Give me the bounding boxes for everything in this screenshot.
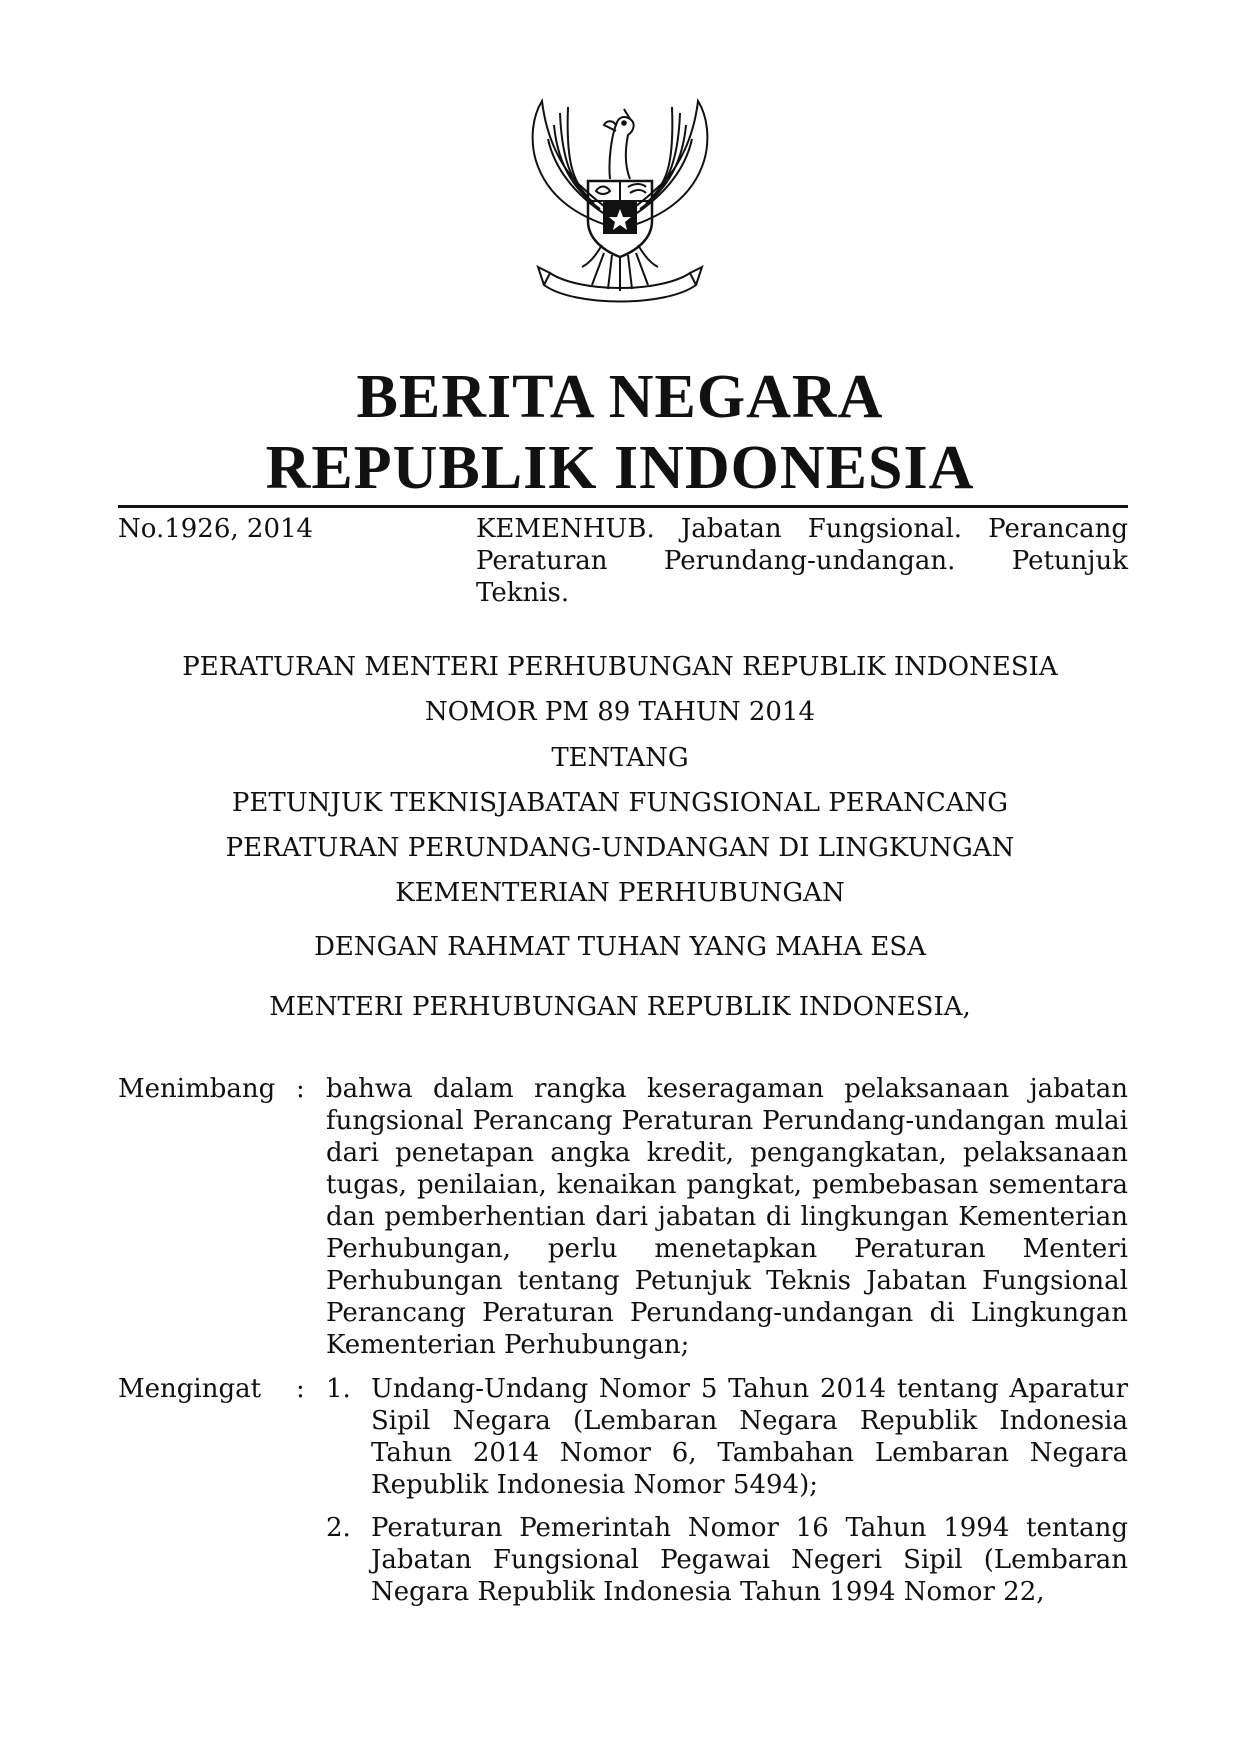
masthead-title: BERITA NEGARA — [356, 363, 884, 431]
mengingat-item-1-text: Undang-Undang Nomor 5 Tahun 2014 tentang Aparatur Sipil Negara (Lembaran Negara Republik Indonesia Tahun 2014 Nomor 6, Tambahan Lembaran Negara Republik Indonesia Nomor 5494); — [371, 1374, 1128, 1500]
mengingat-item-2-text: Peraturan Pemerintah Nomor 16 Tahun 1994 tentang Jabatan Fungsional Pegawai Negeri Sipil (Lembaran Negara Republik Indonesia Tahun 1994 Nomor 22, — [371, 1513, 1128, 1607]
menimbang-label: Menimbang — [118, 1074, 276, 1104]
regulation-subject-line-2: PERATURAN PERUNDANG-UNDANGAN DI LINGKUNGAN — [225, 833, 1015, 863]
gazette-subject: KEMENHUB. Jabatan Fungsional. Perancang Peraturan Perundang-undangan. Petunjuk Teknis. — [476, 514, 1128, 608]
regulation-subject-line-3: KEMENTERIAN PERHUBUNGAN — [395, 878, 845, 908]
masthead-subtitle: REPUBLIK INDONESIA — [265, 434, 975, 502]
regulation-tentang: TENTANG — [551, 743, 689, 773]
menimbang-colon: : — [296, 1074, 305, 1104]
menimbang-text: bahwa dalam rangka keseragaman pelaksanaan jabatan fungsional Perancang Peraturan Perundang-undangan mulai dari penetapan angka kredit, pengangkatan, pelaksanaan tugas, penilaian, kenaikan pangkat, pembebasan sementara dan pemberhentian dari jabatan di lingkungan Kementerian Perhubungan, perlu menetapkan Peraturan Menteri Perhubungan tentang Petunjuk Teknis Jabatan Fungsional Perancang Peraturan Perundang-undangan di Lingkungan Kementerian Perhubungan; — [326, 1074, 1128, 1360]
masthead-rule — [118, 505, 1128, 508]
mengingat-item-2-number: 2. — [326, 1513, 351, 1543]
gazette-number: No.1926, 2014 — [118, 514, 314, 544]
regulation-title-line-1: PERATURAN MENTERI PERHUBUNGAN REPUBLIK INDONESIA — [182, 652, 1058, 682]
mengingat-label: Mengingat — [118, 1374, 262, 1404]
regulation-number: NOMOR PM 89 TAHUN 2014 — [424, 697, 816, 727]
regulation-subject-line-1: PETUNJUK TEKNISJABATAN FUNGSIONAL PERANCANG — [231, 788, 1009, 818]
mengingat-colon: : — [296, 1374, 305, 1404]
issuer-line: MENTERI PERHUBUNGAN REPUBLIK INDONESIA, — [269, 992, 971, 1022]
mengingat-item-1-number: 1. — [326, 1374, 351, 1404]
garuda-emblem — [520, 95, 720, 310]
preamble-line: DENGAN RAHMAT TUHAN YANG MAHA ESA — [314, 932, 926, 962]
